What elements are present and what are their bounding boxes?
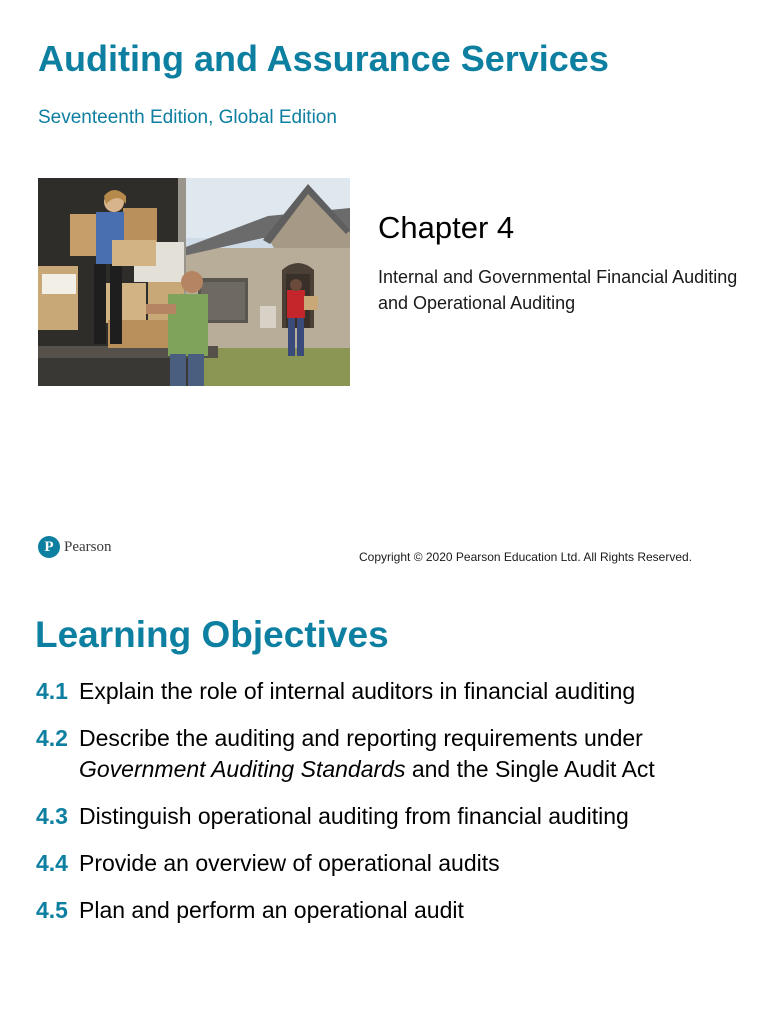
cover-photo xyxy=(38,178,350,386)
objective-text: Plan and perform an operational audit xyxy=(79,897,464,923)
pearson-logo xyxy=(38,536,112,558)
learning-objectives-slide xyxy=(0,590,768,1024)
pearson-logo-icon: P xyxy=(38,536,60,558)
logo-wordmark: Pearson xyxy=(64,538,112,555)
objective-text-after: and the Single Audit Act xyxy=(405,756,655,782)
copyright-notice: Copyright © 2020 Pearson Education Ltd. All Rights Reserved. xyxy=(359,550,693,564)
edition-subtitle: Seventeenth Edition, Global Edition xyxy=(38,107,337,128)
objective-text-italic: Government Auditing Standards xyxy=(79,756,406,782)
objectives-list xyxy=(36,676,756,942)
objective-text: Distinguish operational auditing from financial auditing xyxy=(79,803,629,829)
chapter-description: Internal and Governmental Financial Auditing and Operational Auditing xyxy=(378,267,738,313)
objective-text: Explain the role of internal auditors in financial auditing xyxy=(79,678,636,704)
objective-text-before: Describe the auditing and reporting requirements under xyxy=(79,725,643,751)
objective-item xyxy=(36,676,756,707)
objective-item xyxy=(36,723,756,785)
book-title: Auditing and Assurance Services xyxy=(38,38,609,79)
objective-number: 4.5 xyxy=(36,897,68,923)
objective-item xyxy=(36,895,756,926)
objective-number: 4.2 xyxy=(36,725,68,751)
objective-item xyxy=(36,848,756,879)
objective-number: 4.3 xyxy=(36,803,68,829)
objective-text xyxy=(79,723,756,785)
objective-item xyxy=(36,801,756,832)
objective-number: 4.4 xyxy=(36,850,68,876)
chapter-number: Chapter 4 xyxy=(378,210,515,245)
objective-number: 4.1 xyxy=(36,678,68,704)
slide-title: Learning Objectives xyxy=(35,614,389,655)
objective-text: Provide an overview of operational audits xyxy=(79,850,500,876)
